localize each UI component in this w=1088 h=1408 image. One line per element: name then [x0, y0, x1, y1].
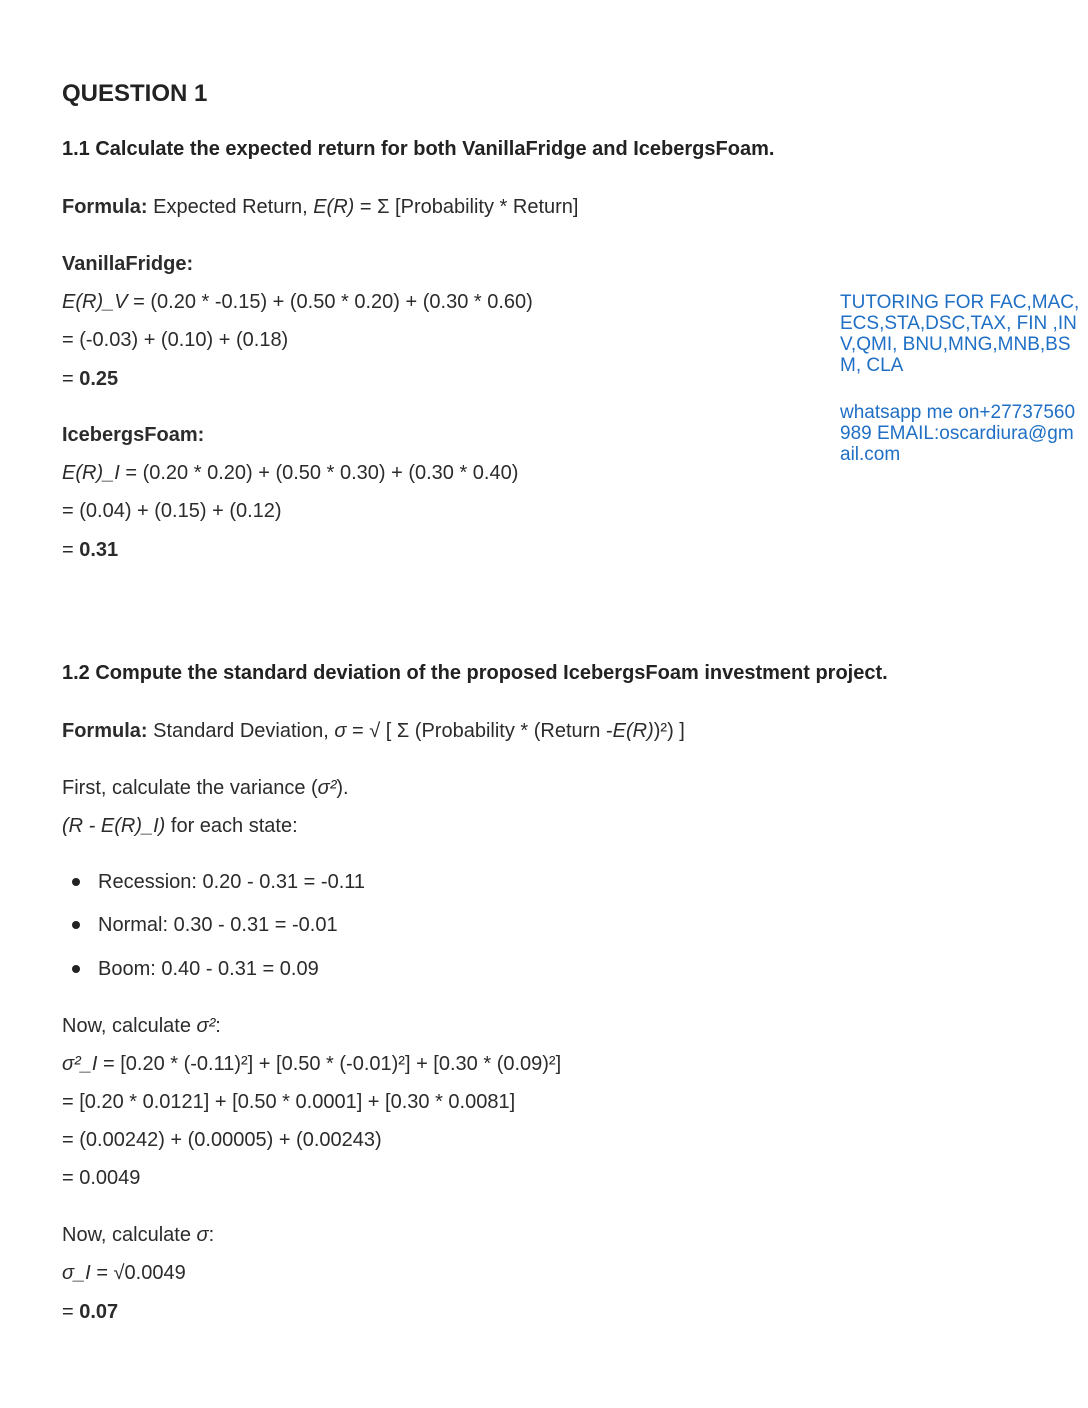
- variance-line-2: = [0.20 * 0.0121] + [0.50 * 0.0001] + [0.30 * 0.0081]: [62, 1091, 516, 1113]
- variance-line-3: = (0.00242) + (0.00005) + (0.00243): [62, 1129, 382, 1151]
- list-item: Boom: 0.40 - 0.31 = 0.09: [98, 958, 319, 980]
- variance-intro: First, calculate the variance (σ²).: [62, 777, 349, 799]
- bullet-icon: [72, 878, 80, 886]
- deviation-intro: (R - E(R)_I) for each state:: [62, 815, 298, 837]
- bullet-icon: [72, 965, 80, 973]
- page-title: QUESTION 1: [62, 80, 208, 107]
- formula-expected-return: Formula: Expected Return, E(R) = Σ [Probability * Return]: [62, 196, 579, 218]
- formula-label: Formula:: [62, 196, 148, 218]
- contact-promo: whatsapp me on+27737560989 EMAIL:oscardiura@gmail.com: [840, 402, 1076, 465]
- formula-std-dev: Formula: Standard Deviation, σ = √ [ Σ (Probability * (Return -E(R))²) ]: [62, 720, 685, 742]
- section-1-2-title: 1.2 Compute the standard deviation of the proposed IcebergsFoam investment project.: [62, 662, 888, 684]
- vanilla-line-2: = (-0.03) + (0.10) + (0.18): [62, 329, 289, 351]
- iceberg-result: = 0.31: [62, 539, 119, 561]
- section-1-1-title: 1.1 Calculate the expected return for both VanillaFridge and IcebergsFoam.: [62, 138, 775, 160]
- variance-line-4: = 0.0049: [62, 1167, 141, 1189]
- sd-result: = 0.07: [62, 1301, 119, 1323]
- iceberg-line-2: = (0.04) + (0.15) + (0.12): [62, 500, 282, 522]
- variance-calc-intro: Now, calculate σ²:: [62, 1015, 221, 1037]
- vanilla-line-1: E(R)_V = (0.20 * -0.15) + (0.50 * 0.20) + (0.30 * 0.60): [62, 291, 533, 313]
- iceberg-title: IcebergsFoam:: [62, 424, 205, 446]
- list-item: Recession: 0.20 - 0.31 = -0.11: [98, 871, 366, 893]
- vanilla-title: VanillaFridge:: [62, 253, 194, 275]
- bullet-icon: [72, 921, 80, 929]
- list-item: Normal: 0.30 - 0.31 = -0.01: [98, 914, 338, 936]
- vanilla-result: = 0.25: [62, 368, 119, 390]
- iceberg-line-1: E(R)_I = (0.20 * 0.20) + (0.50 * 0.30) + (0.30 * 0.40): [62, 462, 519, 484]
- variance-line-1: σ²_I = [0.20 * (-0.11)²] + [0.50 * (-0.01)²] + [0.30 * (0.09)²]: [62, 1053, 562, 1075]
- tutoring-promo: TUTORING FOR FAC,MAC,ECS,STA,DSC,TAX, FIN ,INV,QMI, BNU,MNG,MNB,BSM, CLA: [840, 292, 1080, 376]
- sd-line-1: σ_I = √0.0049: [62, 1262, 186, 1284]
- sd-calc-intro: Now, calculate σ:: [62, 1224, 215, 1246]
